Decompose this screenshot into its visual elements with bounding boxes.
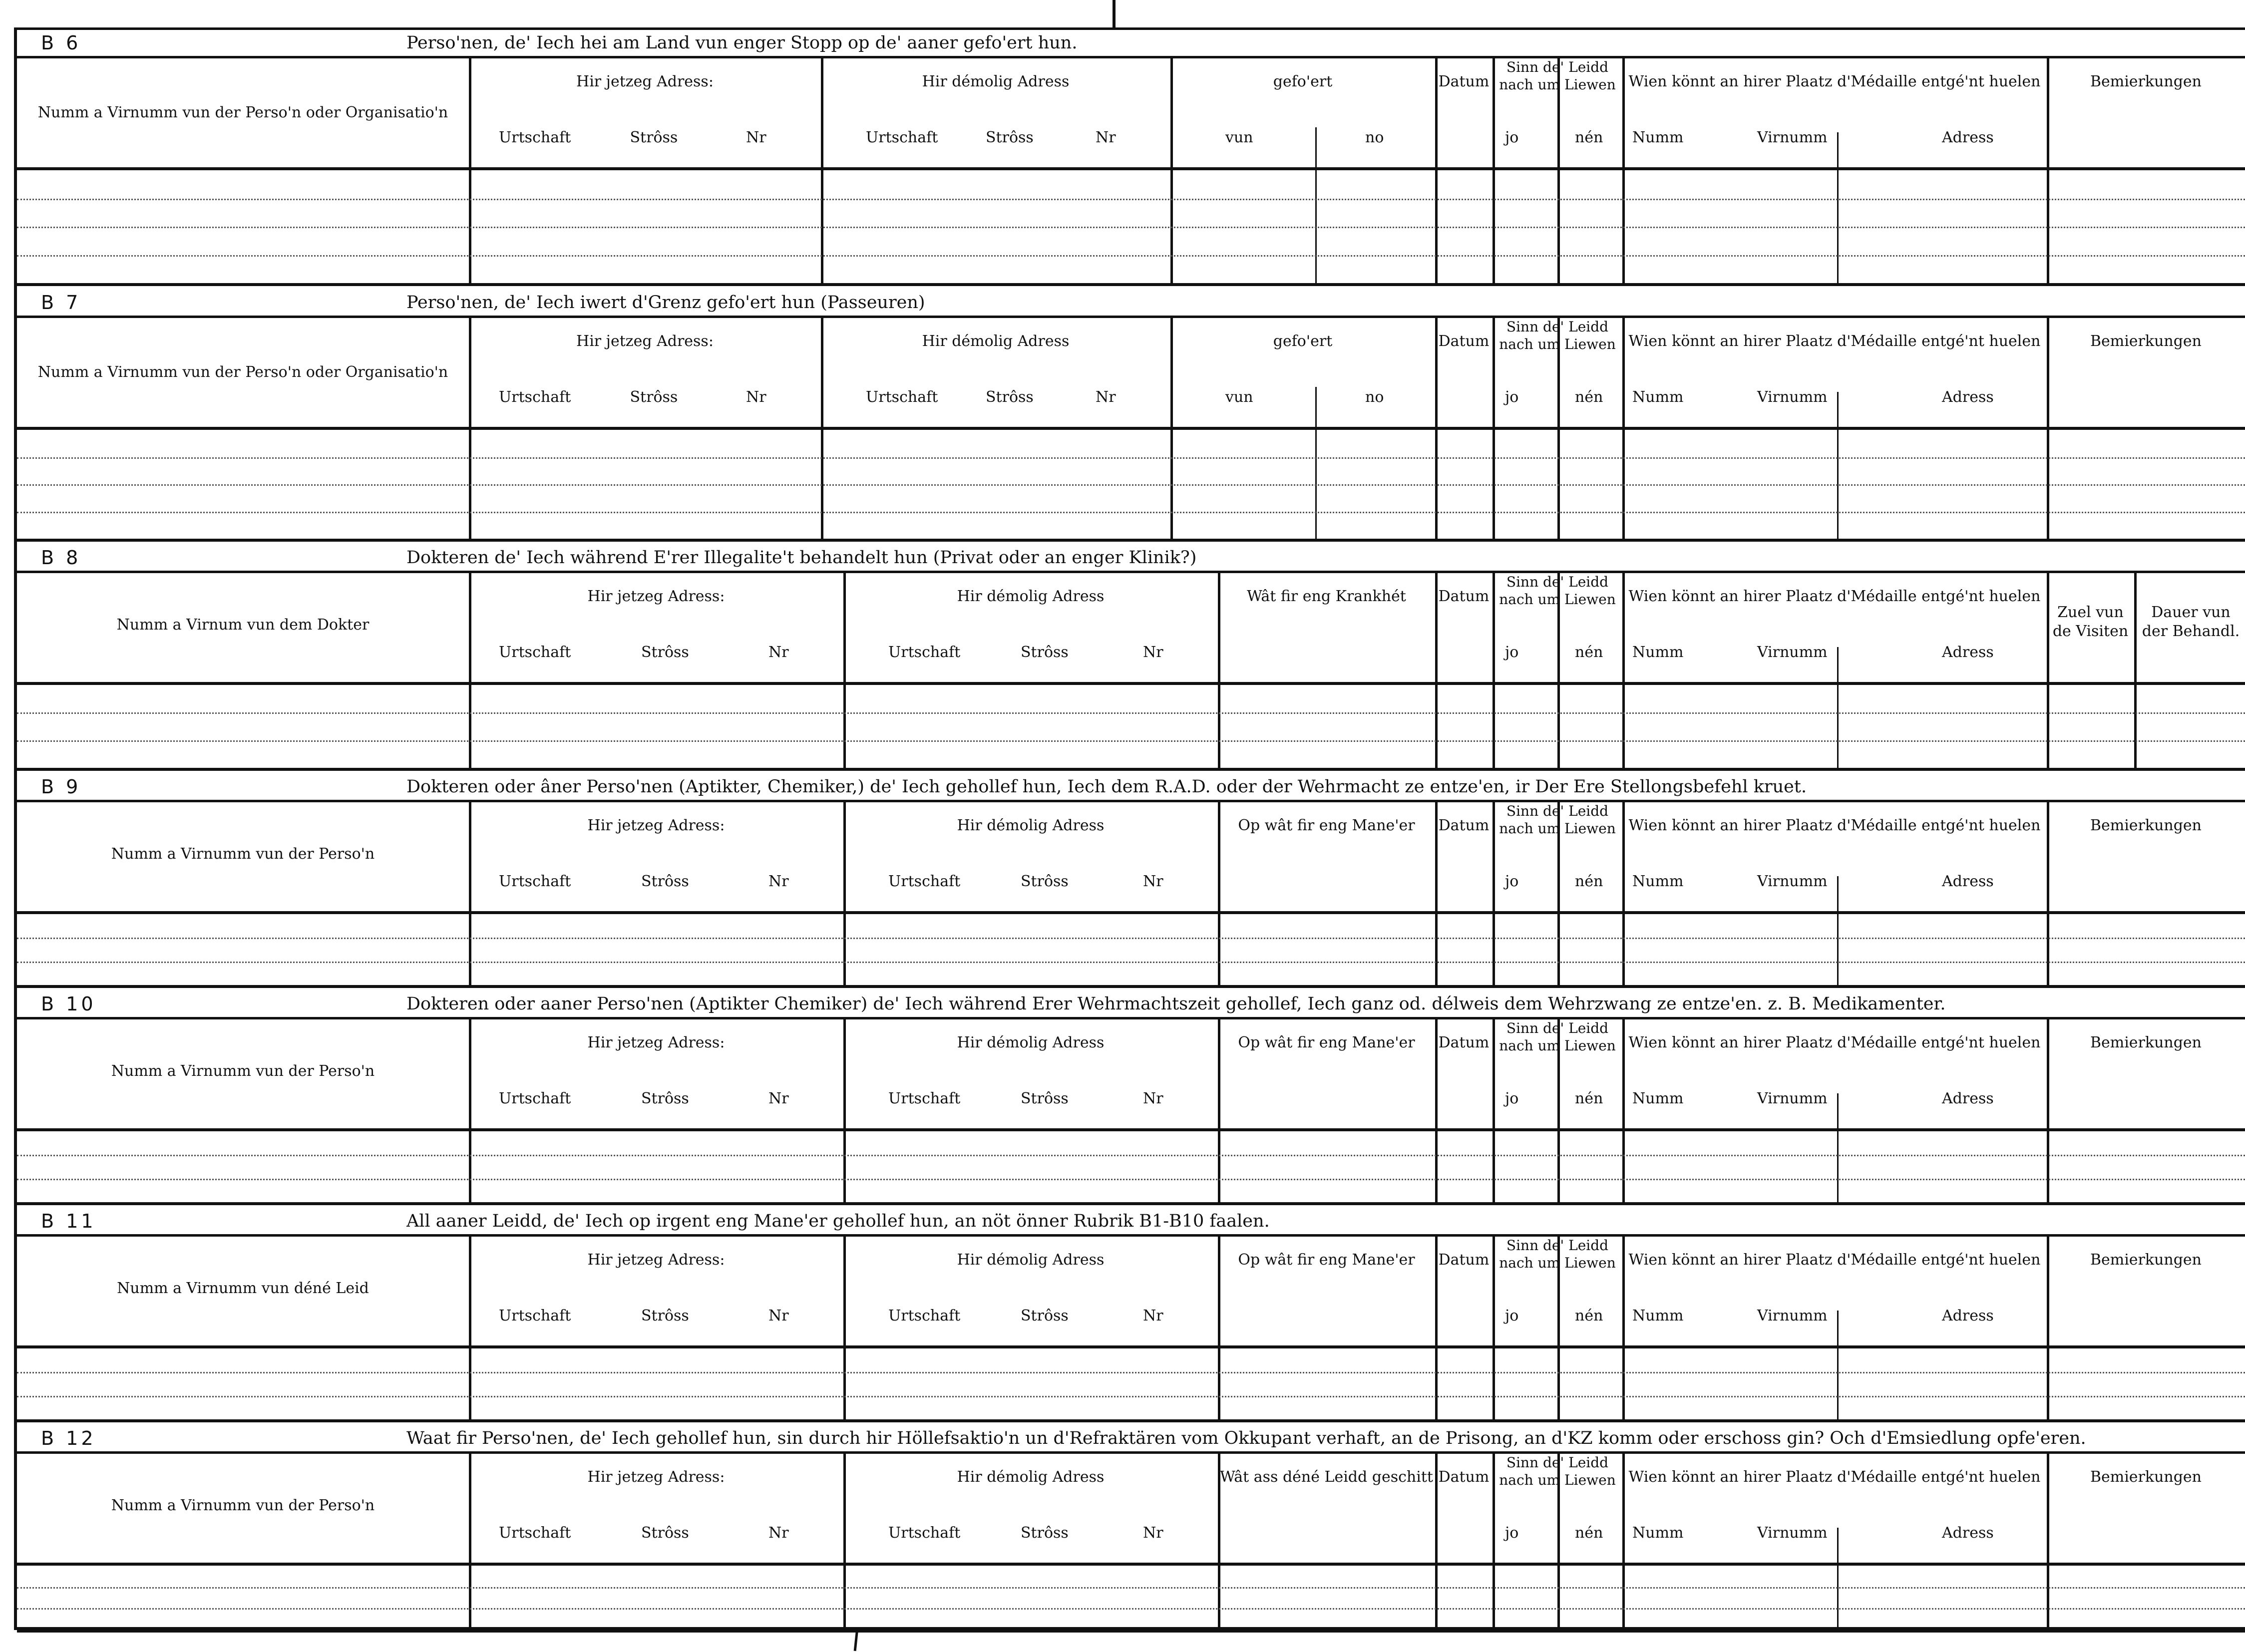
- medal-name-subheader: Numm: [1632, 1307, 1684, 1324]
- column-divider: [1622, 1348, 1625, 1419]
- date-header: Datum: [1438, 817, 1490, 834]
- number-subheader: Nr: [768, 873, 789, 890]
- column-divider: [1837, 1311, 1839, 1345]
- number-subheader: Nr: [746, 388, 766, 406]
- column-divider: [1837, 132, 1839, 167]
- alive-header: Sinn de' Leidd nach um Liewen: [1499, 1454, 1616, 1488]
- table-body: [17, 914, 2245, 985]
- number-subheader: Nr: [1096, 388, 1116, 406]
- section-heading: Perso'nen, de' Iech iwert d'Grenz gefo'ert hun (Passeuren): [406, 293, 925, 313]
- alive-header: Sinn de' Leidd nach um Liewen: [1499, 319, 1616, 352]
- column-divider: [2047, 1348, 2049, 1419]
- column-divider: [1493, 1131, 1495, 1202]
- column-divider: [1435, 1131, 1438, 1202]
- medal-name-subheader: Numm: [1632, 388, 1684, 406]
- detail-column-header: Op wât fir eng Mane'er: [1238, 817, 1415, 834]
- street-subheader: Strôss: [1021, 1524, 1069, 1542]
- column-divider: [843, 914, 846, 985]
- column-divider: [1837, 685, 1839, 768]
- medal-header: Wien könnt an hirer Plaatz d'Médaille entgé'nt huelen: [1628, 332, 2041, 350]
- section-title-bar: [17, 1425, 2245, 1454]
- section-bottom-rule: [17, 283, 2245, 286]
- name-column-header: Numm a Virnumm vun der Perso'n: [111, 1497, 375, 1514]
- no-subheader: nén: [1575, 644, 1603, 661]
- duration-header: Dauer vun der Behandl.: [2142, 604, 2240, 640]
- current-address-header: Hir jetzeg Adress:: [587, 1251, 725, 1269]
- column-divider: [1837, 914, 1839, 985]
- section-title-bar: [17, 30, 2245, 58]
- remarks-header: Bemierkungen: [2090, 1251, 2202, 1269]
- medal-header: Wien könnt an hirer Plaatz d'Médaille entgé'nt huelen: [1628, 1251, 2041, 1269]
- place-subheader: Urtschaft: [888, 873, 961, 890]
- former-address-header: Hir démolig Adress: [922, 332, 1070, 350]
- column-divider: [1435, 685, 1438, 768]
- column-divider: [469, 1348, 471, 1419]
- street-subheader: Strôss: [1021, 644, 1069, 661]
- medal-address-subheader: Adress: [1942, 873, 1994, 890]
- section-code: B 7: [41, 292, 81, 314]
- section-b9: [17, 774, 2245, 988]
- table-header: [17, 1019, 2245, 1131]
- detail-column-header: gefo'ert: [1273, 73, 1333, 90]
- table-header: [17, 58, 2245, 170]
- place-subheader: Urtschaft: [888, 1524, 961, 1542]
- date-header: Datum: [1438, 1468, 1490, 1486]
- number-subheader: Nr: [1143, 1090, 1163, 1107]
- section-heading: Waat fir Perso'nen, de' Iech gehollef hun, sin durch hir Höllefsaktio'n un d'Refraktären vom Okkupant verhaft, an de Prisong, an d'KZ komm oder erschoss gin? Och d'Emsiedlung opfe'eren.: [406, 1428, 2086, 1448]
- column-divider: [843, 685, 846, 768]
- column-divider: [1557, 1131, 1559, 1202]
- medal-firstname-subheader: Virnumm: [1757, 873, 1828, 890]
- medal-name-subheader: Numm: [1632, 129, 1684, 146]
- column-divider: [469, 685, 471, 768]
- table-row[interactable]: [17, 740, 2245, 742]
- table-header: [17, 1454, 2245, 1566]
- no-subheader: nén: [1575, 1524, 1603, 1542]
- column-divider: [2134, 685, 2137, 768]
- number-subheader: Nr: [1143, 873, 1163, 890]
- section-heading: Dokteren oder âner Perso'nen (Aptikter, Chemiker,) de' Iech gehollef hun, Iech dem R.A.D. oder der Wehrmacht ze entze'en, ir Der Ere Stellongsbefehl kruet.: [406, 777, 1807, 797]
- medal-firstname-subheader: Virnumm: [1757, 1090, 1828, 1107]
- section-b8: [17, 545, 2245, 771]
- table-row[interactable]: [17, 1396, 2245, 1397]
- section-bottom-rule: [17, 1419, 2245, 1422]
- column-divider: [1315, 127, 1317, 167]
- table-body: [17, 1131, 2245, 1202]
- medal-address-subheader: Adress: [1942, 1090, 1994, 1107]
- street-subheader: Strôss: [1021, 873, 1069, 890]
- detail-column-header: Wât ass déné Leidd geschitt: [1220, 1468, 1433, 1486]
- detail-column-header: Wât fir eng Krankhét: [1247, 588, 1406, 605]
- name-column-header: Numm a Virnumm vun der Perso'n: [111, 1062, 375, 1080]
- number-subheader: Nr: [768, 644, 789, 661]
- section-title-bar: [17, 774, 2245, 802]
- no-subheader: nén: [1575, 388, 1603, 406]
- yes-subheader: jo: [1505, 129, 1519, 146]
- medal-address-subheader: Adress: [1942, 1524, 1994, 1542]
- street-subheader: Strôss: [641, 1307, 689, 1324]
- column-divider: [1557, 1088, 1559, 1128]
- place-subheader: Urtschaft: [499, 873, 571, 890]
- column-divider: [1837, 1348, 1839, 1419]
- medal-address-subheader: Adress: [1942, 129, 1994, 146]
- column-divider: [1837, 876, 1839, 911]
- column-divider: [1557, 685, 1559, 768]
- table-body: [17, 170, 2245, 283]
- street-subheader: Strôss: [630, 388, 678, 406]
- column-divider: [2047, 914, 2049, 985]
- column-divider: [1837, 392, 1839, 427]
- medal-name-subheader: Numm: [1632, 1524, 1684, 1542]
- former-address-header: Hir démolig Adress: [957, 1034, 1105, 1051]
- table-row[interactable]: [17, 1155, 2245, 1156]
- column-divider: [1493, 914, 1495, 985]
- column-divider: [843, 1566, 846, 1630]
- table-row[interactable]: [17, 512, 2245, 513]
- no-subheader: nén: [1575, 1090, 1603, 1107]
- section-heading: Perso'nen, de' Iech hei am Land vun enger Stopp op de' aaner gefo'ert hun.: [406, 33, 1078, 53]
- remarks-header: Bemierkungen: [2090, 73, 2202, 90]
- column-divider: [1557, 1566, 1559, 1630]
- place-subheader: Urtschaft: [499, 1524, 571, 1542]
- table-body: [17, 430, 2245, 539]
- section-code: B 9: [41, 776, 81, 798]
- alive-header: Sinn de' Leidd nach um Liewen: [1499, 803, 1616, 837]
- column-divider: [1557, 642, 1559, 682]
- number-subheader: Nr: [1096, 129, 1116, 146]
- column-divider: [469, 1131, 471, 1202]
- place-subheader: Urtschaft: [499, 644, 571, 661]
- table-row[interactable]: [17, 484, 2245, 486]
- column-divider: [1493, 1348, 1495, 1419]
- medal-header: Wien könnt an hirer Plaatz d'Médaille entgé'nt huelen: [1628, 588, 2041, 605]
- table-body: [17, 685, 2245, 768]
- name-column-header: Numm a Virnumm vun der Perso'n oder Organisatio'n: [37, 363, 448, 381]
- column-divider: [469, 1566, 471, 1630]
- section-bottom-rule: [17, 768, 2245, 771]
- name-column-header: Numm a Virnumm vun der Perso'n oder Organisatio'n: [37, 104, 448, 121]
- section-b10: [17, 991, 2245, 1205]
- current-address-header: Hir jetzeg Adress:: [576, 332, 714, 350]
- column-divider: [1557, 387, 1559, 427]
- medal-firstname-subheader: Virnumm: [1757, 644, 1828, 661]
- table-header: [17, 802, 2245, 914]
- detail-column-header: Op wât fir eng Mane'er: [1238, 1034, 1415, 1051]
- section-code: B 6: [41, 32, 81, 54]
- visits-header: Zuel vun de Visiten: [2052, 604, 2129, 640]
- from-subheader: vun: [1225, 129, 1253, 146]
- table-body: [17, 1566, 2245, 1630]
- medal-header: Wien könnt an hirer Plaatz d'Médaille entgé'nt huelen: [1628, 1468, 2041, 1486]
- section-b11: [17, 1208, 2245, 1422]
- medal-firstname-subheader: Virnumm: [1757, 129, 1828, 146]
- table-row[interactable]: [17, 1179, 2245, 1180]
- column-divider: [1622, 1566, 1625, 1630]
- current-address-header: Hir jetzeg Adress:: [576, 73, 714, 90]
- current-address-header: Hir jetzeg Adress:: [587, 588, 725, 605]
- date-header: Datum: [1438, 588, 1490, 605]
- medal-firstname-subheader: Virnumm: [1757, 1307, 1828, 1324]
- section-bottom-rule: [17, 1630, 2245, 1633]
- medal-name-subheader: Numm: [1632, 873, 1684, 890]
- section-b6: [17, 30, 2245, 286]
- column-divider: [1557, 914, 1559, 985]
- yes-subheader: jo: [1505, 388, 1519, 406]
- to-subheader: no: [1365, 388, 1384, 406]
- no-subheader: nén: [1575, 873, 1603, 890]
- detail-column-header: Op wât fir eng Mane'er: [1238, 1251, 1415, 1269]
- number-subheader: Nr: [1143, 644, 1163, 661]
- table-header: [17, 573, 2245, 685]
- column-divider: [1435, 1566, 1438, 1630]
- section-bottom-rule: [17, 539, 2245, 542]
- column-divider: [1837, 1566, 1839, 1630]
- remarks-header: Bemierkungen: [2090, 1034, 2202, 1051]
- name-column-header: Numm a Virnum vun dem Dokter: [116, 616, 370, 634]
- medal-address-subheader: Adress: [1942, 1307, 1994, 1324]
- yes-subheader: jo: [1505, 1524, 1519, 1542]
- section-code: B 11: [41, 1210, 96, 1232]
- table-row[interactable]: [17, 962, 2245, 963]
- column-divider: [1557, 1348, 1559, 1419]
- section-title-bar: [17, 290, 2245, 318]
- column-divider: [843, 1348, 846, 1419]
- column-divider: [1435, 1348, 1438, 1419]
- medal-header: Wien könnt an hirer Plaatz d'Médaille entgé'nt huelen: [1628, 73, 2041, 90]
- place-subheader: Urtschaft: [499, 1307, 571, 1324]
- medal-name-subheader: Numm: [1632, 1090, 1684, 1107]
- name-column-header: Numm a Virnumm vun der Perso'n: [111, 845, 375, 863]
- section-heading: Dokteren de' Iech während E'rer Illegalite't behandelt hun (Privat oder an enger Klinik?): [406, 548, 1197, 568]
- column-divider: [1622, 914, 1625, 985]
- column-divider: [1557, 127, 1559, 167]
- alive-header: Sinn de' Leidd nach um Liewen: [1499, 574, 1616, 608]
- current-address-header: Hir jetzeg Adress:: [587, 1034, 725, 1051]
- column-divider: [1837, 1093, 1839, 1128]
- place-subheader: Urtschaft: [499, 388, 571, 406]
- alive-header: Sinn de' Leidd nach um Liewen: [1499, 1237, 1616, 1271]
- remarks-header: Bemierkungen: [2090, 817, 2202, 834]
- street-subheader: Strôss: [1021, 1090, 1069, 1107]
- medal-firstname-subheader: Virnumm: [1757, 388, 1828, 406]
- street-subheader: Strôss: [641, 644, 689, 661]
- date-header: Datum: [1438, 332, 1490, 350]
- table-header: [17, 318, 2245, 430]
- section-b7: [17, 290, 2245, 542]
- date-header: Datum: [1438, 1251, 1490, 1269]
- section-code: B 10: [41, 993, 96, 1015]
- section-title-bar: [17, 1208, 2245, 1237]
- place-subheader: Urtschaft: [866, 129, 938, 146]
- table-row[interactable]: [17, 227, 2245, 228]
- form-page: [14, 27, 2245, 1630]
- column-divider: [1622, 685, 1625, 768]
- column-divider: [1493, 1566, 1495, 1630]
- place-subheader: Urtschaft: [888, 644, 961, 661]
- street-subheader: Strôss: [1021, 1307, 1069, 1324]
- column-divider: [1837, 1528, 1839, 1563]
- medal-firstname-subheader: Virnumm: [1757, 1524, 1828, 1542]
- date-header: Datum: [1438, 1034, 1490, 1051]
- column-divider: [1837, 1131, 1839, 1202]
- place-subheader: Urtschaft: [866, 388, 938, 406]
- section-code: B 12: [41, 1427, 96, 1449]
- table-header: [17, 1237, 2245, 1348]
- column-divider: [469, 914, 471, 985]
- from-subheader: vun: [1225, 388, 1253, 406]
- number-subheader: Nr: [768, 1090, 789, 1107]
- current-address-header: Hir jetzeg Adress:: [587, 817, 725, 834]
- medal-address-subheader: Adress: [1942, 388, 1994, 406]
- no-subheader: nén: [1575, 129, 1603, 146]
- date-header: Datum: [1438, 73, 1490, 90]
- table-row[interactable]: [17, 255, 2245, 257]
- name-column-header: Numm a Virnumm vun déné Leid: [117, 1280, 369, 1297]
- section-heading: Dokteren oder aaner Perso'nen (Aptikter Chemiker) de' Iech während Erer Wehrmachtszeit gehollef, Iech ganz od. délweis dem Wehrzwang ze entze'en. z. B. Medikamenter.: [406, 994, 1946, 1014]
- section-bottom-rule: [17, 1202, 2245, 1205]
- column-divider: [1218, 1566, 1220, 1630]
- table-row[interactable]: [17, 712, 2245, 714]
- table-row[interactable]: [17, 199, 2245, 200]
- column-divider: [1557, 1523, 1559, 1563]
- section-heading: All aaner Leidd, de' Iech op irgent eng Mane'er gehollef hun, an nöt önner Rubrik B1-B10 faalen.: [406, 1211, 1270, 1231]
- former-address-header: Hir démolig Adress: [922, 73, 1070, 90]
- street-subheader: Strôss: [630, 129, 678, 146]
- alive-header: Sinn de' Leidd nach um Liewen: [1499, 59, 1616, 93]
- column-divider: [2047, 685, 2049, 768]
- column-divider: [1837, 647, 1839, 682]
- number-subheader: Nr: [768, 1307, 789, 1324]
- column-divider: [1622, 1131, 1625, 1202]
- street-subheader: Strôss: [986, 129, 1034, 146]
- remarks-header: Bemierkungen: [2090, 1468, 2202, 1486]
- column-divider: [1218, 914, 1220, 985]
- table-body: [17, 1348, 2245, 1419]
- yes-subheader: jo: [1505, 873, 1519, 890]
- column-divider: [1218, 685, 1220, 768]
- table-row[interactable]: [17, 938, 2245, 939]
- section-title-bar: [17, 991, 2245, 1019]
- former-address-header: Hir démolig Adress: [957, 1251, 1105, 1269]
- remarks-header: Bemierkungen: [2090, 332, 2202, 350]
- section-bottom-rule: [17, 985, 2245, 988]
- former-address-header: Hir démolig Adress: [957, 588, 1105, 605]
- table-row[interactable]: [17, 1372, 2245, 1373]
- street-subheader: Strôss: [641, 873, 689, 890]
- medal-header: Wien könnt an hirer Plaatz d'Médaille entgé'nt huelen: [1628, 817, 2041, 834]
- current-address-header: Hir jetzeg Adress:: [587, 1468, 725, 1486]
- number-subheader: Nr: [1143, 1524, 1163, 1542]
- section-code: B 8: [41, 547, 81, 569]
- column-divider: [2047, 1566, 2049, 1630]
- detail-column-header: gefo'ert: [1273, 332, 1333, 350]
- medal-name-subheader: Numm: [1632, 644, 1684, 661]
- column-divider: [1557, 871, 1559, 911]
- alive-header: Sinn de' Leidd nach um Liewen: [1499, 1020, 1616, 1054]
- place-subheader: Urtschaft: [888, 1307, 961, 1324]
- top-fold-mark: [1113, 0, 1116, 27]
- table-row[interactable]: [17, 1608, 2245, 1610]
- column-divider: [843, 1131, 846, 1202]
- place-subheader: Urtschaft: [888, 1090, 961, 1107]
- street-subheader: Strôss: [641, 1090, 689, 1107]
- former-address-header: Hir démolig Adress: [957, 1468, 1105, 1486]
- yes-subheader: jo: [1505, 1307, 1519, 1324]
- column-divider: [2047, 1131, 2049, 1202]
- place-subheader: Urtschaft: [499, 129, 571, 146]
- street-subheader: Strôss: [641, 1524, 689, 1542]
- column-divider: [1493, 685, 1495, 768]
- column-divider: [1218, 1348, 1220, 1419]
- former-address-header: Hir démolig Adress: [957, 817, 1105, 834]
- number-subheader: Nr: [746, 129, 766, 146]
- table-row[interactable]: [17, 457, 2245, 459]
- number-subheader: Nr: [1143, 1307, 1163, 1324]
- column-divider: [1315, 387, 1317, 427]
- to-subheader: no: [1365, 129, 1384, 146]
- yes-subheader: jo: [1505, 1090, 1519, 1107]
- column-divider: [1557, 1306, 1559, 1345]
- no-subheader: nén: [1575, 1307, 1603, 1324]
- street-subheader: Strôss: [986, 388, 1034, 406]
- number-subheader: Nr: [768, 1524, 789, 1542]
- medal-address-subheader: Adress: [1942, 644, 1994, 661]
- place-subheader: Urtschaft: [499, 1090, 571, 1107]
- column-divider: [1218, 1131, 1220, 1202]
- column-divider: [1435, 914, 1438, 985]
- section-title-bar: [17, 545, 2245, 573]
- medal-header: Wien könnt an hirer Plaatz d'Médaille entgé'nt huelen: [1628, 1034, 2041, 1051]
- table-row[interactable]: [17, 1587, 2245, 1589]
- yes-subheader: jo: [1505, 644, 1519, 661]
- section-b12: [17, 1425, 2245, 1633]
